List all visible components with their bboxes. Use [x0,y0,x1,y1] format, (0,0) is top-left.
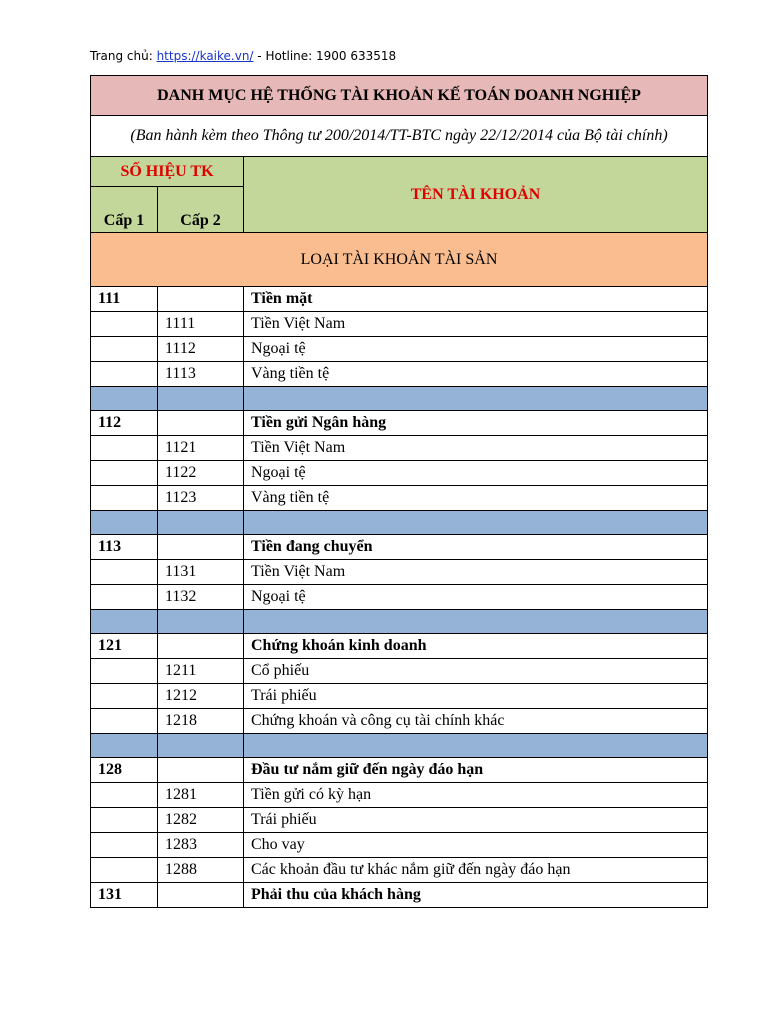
table-row [91,411,708,436]
category-heading: LOẠI TÀI KHOẢN TÀI SẢN [91,233,708,287]
table-row [91,337,708,362]
account-name-cell: Tiền mặt [244,287,708,312]
table-row [91,560,708,585]
account-name-cell: Tiền gửi Ngân hàng [244,411,708,436]
account-name-cell: Cho vay [244,833,708,858]
hotline-text: - Hotline: 1900 633518 [253,49,397,63]
cap1-cell: 113 [91,535,158,560]
separator-cell [244,511,708,535]
cap1-cell [91,833,158,858]
cap2-cell: 1132 [158,585,244,610]
account-name-cell: Cổ phiếu [244,659,708,684]
separator-cell [244,734,708,758]
account-name-cell: Ngoại tệ [244,337,708,362]
cap1-cell [91,486,158,511]
table-row [91,833,708,858]
separator-row [91,387,708,411]
account-name-cell: Ngoại tệ [244,585,708,610]
table-row [91,535,708,560]
cap2-cell [158,883,244,908]
separator-cell [91,387,158,411]
account-name-cell: Ngoại tệ [244,461,708,486]
separator-cell [158,387,244,411]
column-header-ten-tai-khoan: TÊN TÀI KHOẢN [244,157,708,233]
cap1-cell [91,362,158,387]
account-name-cell: Tiền Việt Nam [244,560,708,585]
table-row [91,709,708,734]
table-row [91,684,708,709]
cap2-cell: 1218 [158,709,244,734]
cap2-cell [158,535,244,560]
separator-cell [158,734,244,758]
cap1-cell [91,585,158,610]
cap2-cell: 1283 [158,833,244,858]
cap1-cell: 121 [91,634,158,659]
separator-cell [91,734,158,758]
cap2-cell: 1123 [158,486,244,511]
table-row [91,758,708,783]
table-row [91,783,708,808]
table-row [91,883,708,908]
cap2-cell: 1131 [158,560,244,585]
cap2-cell: 1121 [158,436,244,461]
cap1-cell: 111 [91,287,158,312]
cap1-cell [91,436,158,461]
separator-row [91,610,708,634]
cap2-cell: 1122 [158,461,244,486]
document-title: DANH MỤC HỆ THỐNG TÀI KHOẢN KẾ TOÁN DOANH NGHIỆP [91,76,708,116]
cap1-cell [91,312,158,337]
table-row [91,287,708,312]
column-header-so-hieu: SỐ HIỆU TK [91,157,244,187]
account-name-cell: Phải thu của khách hàng [244,883,708,908]
account-name-cell: Tiền Việt Nam [244,436,708,461]
separator-row [91,734,708,758]
cap1-cell [91,461,158,486]
cap2-cell: 1282 [158,808,244,833]
table-row [91,362,708,387]
table-row [91,808,708,833]
cap1-cell: 131 [91,883,158,908]
homepage-label: Trang chủ: [90,49,157,63]
cap1-cell [91,783,158,808]
cap2-cell: 1211 [158,659,244,684]
account-name-cell: Tiền gửi có kỳ hạn [244,783,708,808]
separator-cell [158,610,244,634]
account-name-cell: Chứng khoán kinh doanh [244,634,708,659]
cap2-cell [158,287,244,312]
column-header-cap2: Cấp 2 [158,187,244,233]
homepage-link[interactable]: https://kaike.vn/ [156,49,254,63]
cap2-cell: 1288 [158,858,244,883]
table-row [91,312,708,337]
account-name-cell: Tiền Việt Nam [244,312,708,337]
cap1-cell: 128 [91,758,158,783]
account-name-cell: Trái phiếu [244,684,708,709]
cap1-cell: 112 [91,411,158,436]
account-name-cell: Các khoản đầu tư khác nắm giữ đến ngày đáo hạn [244,858,708,883]
account-name-cell: Chứng khoán và công cụ tài chính khác [244,709,708,734]
cap1-cell [91,659,158,684]
column-header-cap1: Cấp 1 [91,187,158,233]
cap2-cell: 1212 [158,684,244,709]
cap1-cell [91,560,158,585]
account-name-cell: Trái phiếu [244,808,708,833]
document-subtitle: (Ban hành kèm theo Thông tư 200/2014/TT-BTC ngày 22/12/2014 của Bộ tài chính) [91,116,708,157]
table-row [91,634,708,659]
account-table [90,75,708,908]
account-name-cell: Tiền đang chuyển [244,535,708,560]
separator-cell [91,511,158,535]
table-row [91,461,708,486]
cap1-cell [91,858,158,883]
account-name-cell: Vàng tiền tệ [244,486,708,511]
separator-cell [158,511,244,535]
separator-cell [244,387,708,411]
separator-cell [244,610,708,634]
table-row [91,858,708,883]
cap1-cell [91,337,158,362]
table-row [91,486,708,511]
separator-cell [91,610,158,634]
cap2-cell: 1112 [158,337,244,362]
table-row [91,659,708,684]
cap2-cell [158,758,244,783]
cap1-cell [91,808,158,833]
cap2-cell: 1113 [158,362,244,387]
cap1-cell [91,709,158,734]
account-name-cell: Đầu tư nắm giữ đến ngày đáo hạn [244,758,708,783]
account-name-cell: Vàng tiền tệ [244,362,708,387]
cap2-cell: 1111 [158,312,244,337]
cap2-cell: 1281 [158,783,244,808]
page-header-line [90,49,396,63]
table-row [91,585,708,610]
cap1-cell [91,684,158,709]
cap2-cell [158,411,244,436]
separator-row [91,511,708,535]
table-row [91,436,708,461]
cap2-cell [158,634,244,659]
